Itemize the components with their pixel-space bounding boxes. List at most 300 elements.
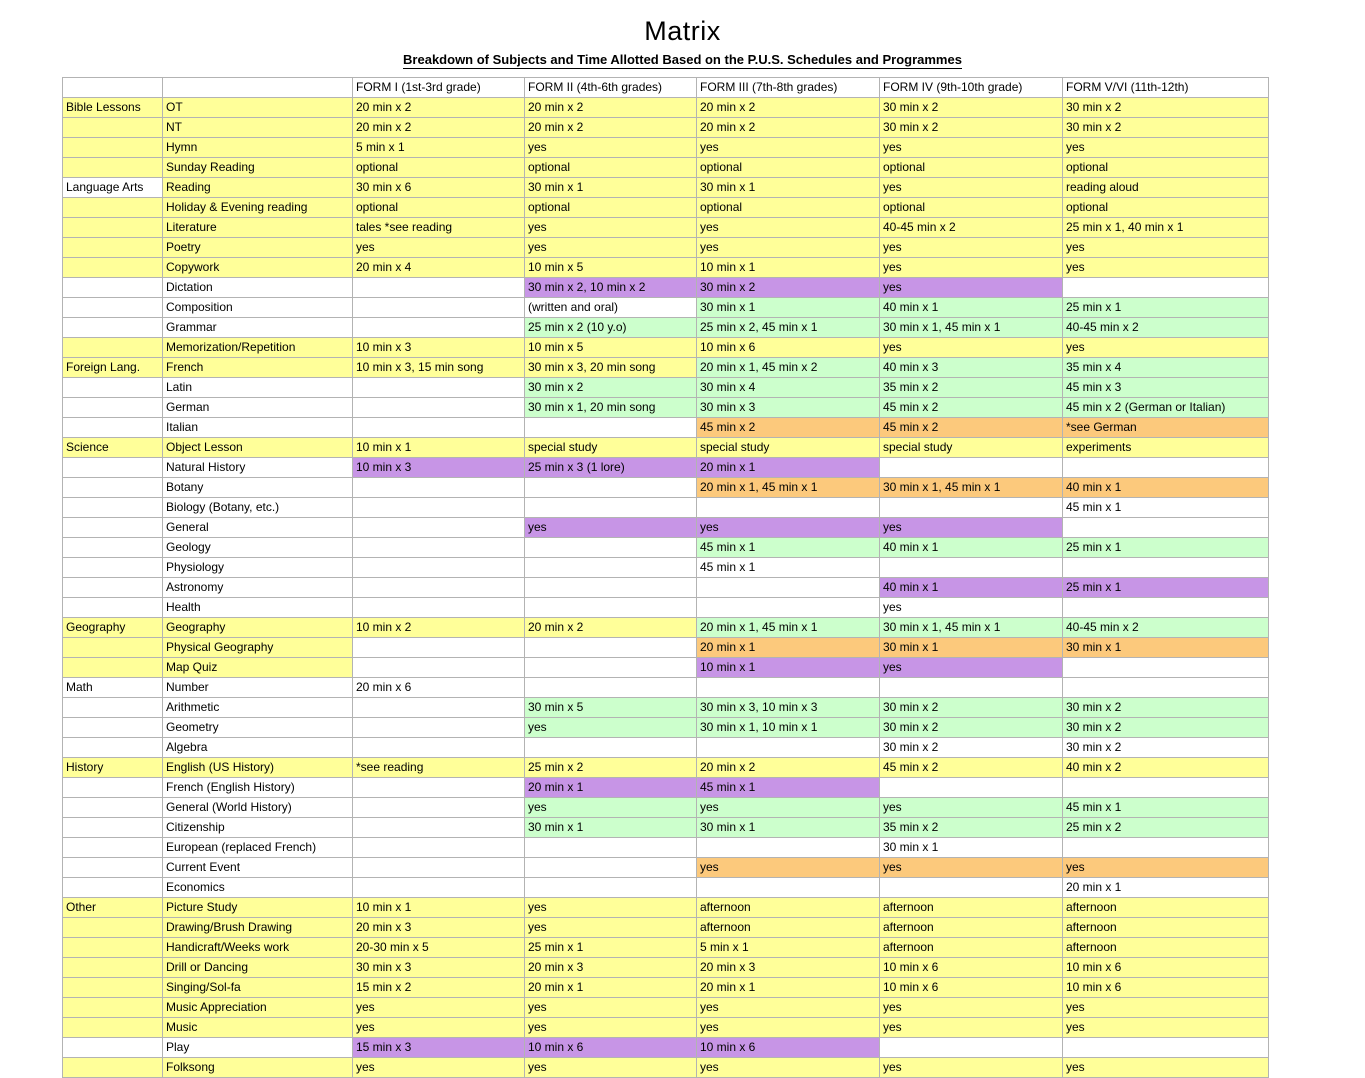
value-cell-form1 bbox=[353, 278, 525, 298]
value-cell-form4: 10 min x 6 bbox=[880, 958, 1063, 978]
table-row bbox=[63, 558, 1269, 578]
value-cell-form4: 30 min x 1 bbox=[880, 838, 1063, 858]
value-cell-form3: optional bbox=[697, 198, 880, 218]
subject-cell: Physical Geography bbox=[163, 638, 353, 658]
table-row bbox=[63, 758, 1269, 778]
value-cell-form3: 25 min x 2, 45 min x 1 bbox=[697, 318, 880, 338]
subject-cell: Astronomy bbox=[163, 578, 353, 598]
category-cell bbox=[63, 718, 163, 738]
value-cell-form1: 10 min x 1 bbox=[353, 438, 525, 458]
value-cell-form5: 30 min x 2 bbox=[1063, 738, 1269, 758]
category-cell bbox=[63, 838, 163, 858]
category-cell bbox=[63, 798, 163, 818]
header-row bbox=[63, 78, 1269, 98]
category-cell: Bible Lessons bbox=[63, 98, 163, 118]
value-cell-form1 bbox=[353, 518, 525, 538]
value-cell-form1: 5 min x 1 bbox=[353, 138, 525, 158]
category-cell bbox=[63, 418, 163, 438]
value-cell-form3: 20 min x 1, 45 min x 1 bbox=[697, 478, 880, 498]
subject-cell: Memorization/Repetition bbox=[163, 338, 353, 358]
category-cell: Science bbox=[63, 438, 163, 458]
category-cell bbox=[63, 378, 163, 398]
value-cell-form5 bbox=[1063, 558, 1269, 578]
value-cell-form2: 10 min x 5 bbox=[525, 258, 697, 278]
page-title: Matrix bbox=[644, 16, 721, 46]
value-cell-form4: 45 min x 2 bbox=[880, 398, 1063, 418]
value-cell-form5 bbox=[1063, 678, 1269, 698]
category-cell bbox=[63, 298, 163, 318]
subject-cell: Object Lesson bbox=[163, 438, 353, 458]
value-cell-form2 bbox=[525, 738, 697, 758]
value-cell-form3 bbox=[697, 498, 880, 518]
value-cell-form1 bbox=[353, 598, 525, 618]
category-cell bbox=[63, 1038, 163, 1058]
table-row bbox=[63, 978, 1269, 998]
matrix-table bbox=[62, 77, 1269, 1078]
value-cell-form3: 20 min x 1 bbox=[697, 638, 880, 658]
value-cell-form4 bbox=[880, 878, 1063, 898]
value-cell-form5: 25 min x 1 bbox=[1063, 538, 1269, 558]
value-cell-form1: 20-30 min x 5 bbox=[353, 938, 525, 958]
subject-cell: Picture Study bbox=[163, 898, 353, 918]
value-cell-form3: 45 min x 1 bbox=[697, 778, 880, 798]
value-cell-form1: 15 min x 2 bbox=[353, 978, 525, 998]
subject-cell: French bbox=[163, 358, 353, 378]
value-cell-form4: yes bbox=[880, 998, 1063, 1018]
value-cell-form2: 25 min x 2 (10 y.o) bbox=[525, 318, 697, 338]
category-cell bbox=[63, 1058, 163, 1078]
category-cell bbox=[63, 978, 163, 998]
value-cell-form3 bbox=[697, 578, 880, 598]
value-cell-form5: experiments bbox=[1063, 438, 1269, 458]
table-row bbox=[63, 698, 1269, 718]
subject-cell: Play bbox=[163, 1038, 353, 1058]
table-row bbox=[63, 178, 1269, 198]
value-cell-form3: yes bbox=[697, 858, 880, 878]
table-row bbox=[63, 818, 1269, 838]
value-cell-form2 bbox=[525, 538, 697, 558]
category-cell bbox=[63, 518, 163, 538]
value-cell-form2: optional bbox=[525, 198, 697, 218]
value-cell-form5: yes bbox=[1063, 338, 1269, 358]
category-cell bbox=[63, 638, 163, 658]
subject-cell: Health bbox=[163, 598, 353, 618]
value-cell-form3: 20 min x 1, 45 min x 1 bbox=[697, 618, 880, 638]
value-cell-form1: 15 min x 3 bbox=[353, 1038, 525, 1058]
value-cell-form5: yes bbox=[1063, 238, 1269, 258]
subject-cell: French (English History) bbox=[163, 778, 353, 798]
value-cell-form5 bbox=[1063, 778, 1269, 798]
value-cell-form5: 25 min x 2 bbox=[1063, 818, 1269, 838]
subject-cell: Hymn bbox=[163, 138, 353, 158]
subject-cell: Botany bbox=[163, 478, 353, 498]
subject-cell: Singing/Sol-fa bbox=[163, 978, 353, 998]
value-cell-form5: 40 min x 2 bbox=[1063, 758, 1269, 778]
category-cell bbox=[63, 318, 163, 338]
value-cell-form3 bbox=[697, 838, 880, 858]
subject-cell: Folksong bbox=[163, 1058, 353, 1078]
value-cell-form5: 30 min x 2 bbox=[1063, 98, 1269, 118]
value-cell-form4: 30 min x 2 bbox=[880, 98, 1063, 118]
value-cell-form4: yes bbox=[880, 798, 1063, 818]
subject-cell: Arithmetic bbox=[163, 698, 353, 718]
value-cell-form1 bbox=[353, 738, 525, 758]
subject-cell: General (World History) bbox=[163, 798, 353, 818]
value-cell-form3: yes bbox=[697, 218, 880, 238]
value-cell-form1: optional bbox=[353, 158, 525, 178]
table-row bbox=[63, 658, 1269, 678]
value-cell-form1: tales *see reading bbox=[353, 218, 525, 238]
value-cell-form4: 35 min x 2 bbox=[880, 378, 1063, 398]
value-cell-form4: 40 min x 1 bbox=[880, 578, 1063, 598]
category-cell: Math bbox=[63, 678, 163, 698]
category-cell: Geography bbox=[63, 618, 163, 638]
value-cell-form5: 30 min x 2 bbox=[1063, 118, 1269, 138]
value-cell-form5: afternoon bbox=[1063, 918, 1269, 938]
value-cell-form1 bbox=[353, 718, 525, 738]
value-cell-form2: yes bbox=[525, 218, 697, 238]
category-cell: Other bbox=[63, 898, 163, 918]
value-cell-form3: 30 min x 1 bbox=[697, 178, 880, 198]
value-cell-form5: 10 min x 6 bbox=[1063, 958, 1269, 978]
table-row bbox=[63, 618, 1269, 638]
value-cell-form2 bbox=[525, 838, 697, 858]
value-cell-form4: 30 min x 1, 45 min x 1 bbox=[880, 618, 1063, 638]
value-cell-form2: 30 min x 3, 20 min song bbox=[525, 358, 697, 378]
value-cell-form2: yes bbox=[525, 1018, 697, 1038]
category-cell: Language Arts bbox=[63, 178, 163, 198]
subject-cell: Music bbox=[163, 1018, 353, 1038]
value-cell-form1: *see reading bbox=[353, 758, 525, 778]
value-cell-form3 bbox=[697, 678, 880, 698]
table-row bbox=[63, 798, 1269, 818]
table-row bbox=[63, 598, 1269, 618]
value-cell-form1 bbox=[353, 558, 525, 578]
value-cell-form2: 25 min x 3 (1 lore) bbox=[525, 458, 697, 478]
value-cell-form2: yes bbox=[525, 518, 697, 538]
table-row bbox=[63, 398, 1269, 418]
value-cell-form2: 30 min x 1 bbox=[525, 818, 697, 838]
value-cell-form3: 20 min x 2 bbox=[697, 118, 880, 138]
value-cell-form2: 30 min x 2, 10 min x 2 bbox=[525, 278, 697, 298]
value-cell-form3: 30 min x 1, 10 min x 1 bbox=[697, 718, 880, 738]
value-cell-form2: 20 min x 2 bbox=[525, 118, 697, 138]
category-cell bbox=[63, 918, 163, 938]
value-cell-form4: 40 min x 1 bbox=[880, 298, 1063, 318]
category-cell bbox=[63, 598, 163, 618]
value-cell-form3: 20 min x 2 bbox=[697, 98, 880, 118]
category-cell bbox=[63, 658, 163, 678]
value-cell-form4: yes bbox=[880, 658, 1063, 678]
value-cell-form3: optional bbox=[697, 158, 880, 178]
value-cell-form5: 25 min x 1 bbox=[1063, 578, 1269, 598]
value-cell-form4: 30 min x 2 bbox=[880, 118, 1063, 138]
table-row bbox=[63, 638, 1269, 658]
subject-cell: Number bbox=[163, 678, 353, 698]
value-cell-form4 bbox=[880, 458, 1063, 478]
value-cell-form1: 20 min x 4 bbox=[353, 258, 525, 278]
value-cell-form3: 45 min x 1 bbox=[697, 538, 880, 558]
subject-cell: Reading bbox=[163, 178, 353, 198]
value-cell-form4: yes bbox=[880, 598, 1063, 618]
table-row bbox=[63, 1038, 1269, 1058]
value-cell-form2: 20 min x 2 bbox=[525, 98, 697, 118]
value-cell-form2: yes bbox=[525, 138, 697, 158]
value-cell-form5: afternoon bbox=[1063, 938, 1269, 958]
value-cell-form2: 30 min x 1 bbox=[525, 178, 697, 198]
value-cell-form1: optional bbox=[353, 198, 525, 218]
table-row bbox=[63, 738, 1269, 758]
table-row bbox=[63, 898, 1269, 918]
value-cell-form5: 25 min x 1 bbox=[1063, 298, 1269, 318]
subtitle-wrap bbox=[0, 51, 1365, 69]
table-row bbox=[63, 578, 1269, 598]
table-row bbox=[63, 878, 1269, 898]
value-cell-form4: 45 min x 2 bbox=[880, 418, 1063, 438]
table-row bbox=[63, 1058, 1269, 1078]
subject-cell: English (US History) bbox=[163, 758, 353, 778]
value-cell-form5: *see German bbox=[1063, 418, 1269, 438]
value-cell-form1 bbox=[353, 798, 525, 818]
value-cell-form2: 20 min x 1 bbox=[525, 778, 697, 798]
value-cell-form1 bbox=[353, 578, 525, 598]
value-cell-form4: 40 min x 3 bbox=[880, 358, 1063, 378]
value-cell-form2: (written and oral) bbox=[525, 298, 697, 318]
value-cell-form4: yes bbox=[880, 238, 1063, 258]
category-cell: History bbox=[63, 758, 163, 778]
category-cell bbox=[63, 698, 163, 718]
subject-cell: NT bbox=[163, 118, 353, 138]
category-cell bbox=[63, 398, 163, 418]
value-cell-form2: yes bbox=[525, 998, 697, 1018]
table-row bbox=[63, 298, 1269, 318]
value-cell-form5: yes bbox=[1063, 858, 1269, 878]
category-cell bbox=[63, 538, 163, 558]
subject-cell: Grammar bbox=[163, 318, 353, 338]
column-header: FORM III (7th-8th grades) bbox=[697, 78, 880, 98]
category-cell bbox=[63, 338, 163, 358]
value-cell-form3: yes bbox=[697, 518, 880, 538]
value-cell-form5 bbox=[1063, 1038, 1269, 1058]
value-cell-form2 bbox=[525, 658, 697, 678]
value-cell-form4: 30 min x 2 bbox=[880, 738, 1063, 758]
value-cell-form1 bbox=[353, 378, 525, 398]
category-cell bbox=[63, 958, 163, 978]
category-cell bbox=[63, 238, 163, 258]
value-cell-form2: yes bbox=[525, 898, 697, 918]
value-cell-form3: 30 min x 1 bbox=[697, 818, 880, 838]
value-cell-form1: 20 min x 6 bbox=[353, 678, 525, 698]
value-cell-form4: 30 min x 1 bbox=[880, 638, 1063, 658]
value-cell-form1: 20 min x 3 bbox=[353, 918, 525, 938]
value-cell-form4: optional bbox=[880, 158, 1063, 178]
value-cell-form5 bbox=[1063, 518, 1269, 538]
value-cell-form1 bbox=[353, 818, 525, 838]
value-cell-form3: afternoon bbox=[697, 898, 880, 918]
value-cell-form1: 10 min x 3, 15 min song bbox=[353, 358, 525, 378]
value-cell-form4: yes bbox=[880, 338, 1063, 358]
table-row bbox=[63, 338, 1269, 358]
category-cell bbox=[63, 818, 163, 838]
subject-cell: Drawing/Brush Drawing bbox=[163, 918, 353, 938]
value-cell-form2: yes bbox=[525, 238, 697, 258]
value-cell-form3: yes bbox=[697, 1058, 880, 1078]
category-cell bbox=[63, 558, 163, 578]
value-cell-form2: 20 min x 2 bbox=[525, 618, 697, 638]
value-cell-form1: yes bbox=[353, 238, 525, 258]
value-cell-form2 bbox=[525, 878, 697, 898]
value-cell-form3: yes bbox=[697, 1018, 880, 1038]
value-cell-form3: 10 min x 1 bbox=[697, 258, 880, 278]
value-cell-form4: 30 min x 2 bbox=[880, 698, 1063, 718]
value-cell-form4: yes bbox=[880, 518, 1063, 538]
value-cell-form1: 30 min x 3 bbox=[353, 958, 525, 978]
value-cell-form1: 20 min x 2 bbox=[353, 118, 525, 138]
subject-cell: Composition bbox=[163, 298, 353, 318]
value-cell-form3 bbox=[697, 878, 880, 898]
value-cell-form1 bbox=[353, 858, 525, 878]
subject-cell: Physiology bbox=[163, 558, 353, 578]
table-row bbox=[63, 858, 1269, 878]
subject-cell: Dictation bbox=[163, 278, 353, 298]
table-row bbox=[63, 498, 1269, 518]
value-cell-form2: 30 min x 1, 20 min song bbox=[525, 398, 697, 418]
table-row bbox=[63, 458, 1269, 478]
value-cell-form4: yes bbox=[880, 138, 1063, 158]
subject-cell: Italian bbox=[163, 418, 353, 438]
column-header: FORM V/VI (11th-12th) bbox=[1063, 78, 1269, 98]
value-cell-form5: reading aloud bbox=[1063, 178, 1269, 198]
value-cell-form4: 40 min x 1 bbox=[880, 538, 1063, 558]
category-cell bbox=[63, 938, 163, 958]
table-row bbox=[63, 718, 1269, 738]
subject-cell: Latin bbox=[163, 378, 353, 398]
value-cell-form2: 20 min x 1 bbox=[525, 978, 697, 998]
value-cell-form1: 10 min x 3 bbox=[353, 458, 525, 478]
value-cell-form5: 40 min x 1 bbox=[1063, 478, 1269, 498]
value-cell-form5: 45 min x 3 bbox=[1063, 378, 1269, 398]
table-row bbox=[63, 158, 1269, 178]
value-cell-form1 bbox=[353, 318, 525, 338]
subject-cell: Biology (Botany, etc.) bbox=[163, 498, 353, 518]
category-cell bbox=[63, 858, 163, 878]
value-cell-form3: yes bbox=[697, 138, 880, 158]
value-cell-form3: 30 min x 3 bbox=[697, 398, 880, 418]
value-cell-form4: 30 min x 1, 45 min x 1 bbox=[880, 318, 1063, 338]
category-cell bbox=[63, 118, 163, 138]
value-cell-form1 bbox=[353, 498, 525, 518]
value-cell-form4 bbox=[880, 498, 1063, 518]
table-row bbox=[63, 438, 1269, 458]
value-cell-form2 bbox=[525, 478, 697, 498]
value-cell-form4 bbox=[880, 1038, 1063, 1058]
value-cell-form3: 30 min x 1 bbox=[697, 298, 880, 318]
value-cell-form5: yes bbox=[1063, 138, 1269, 158]
category-cell bbox=[63, 1018, 163, 1038]
subject-cell: Geometry bbox=[163, 718, 353, 738]
value-cell-form4: yes bbox=[880, 1018, 1063, 1038]
subject-cell: Sunday Reading bbox=[163, 158, 353, 178]
category-cell: Foreign Lang. bbox=[63, 358, 163, 378]
value-cell-form3: 30 min x 2 bbox=[697, 278, 880, 298]
value-cell-form2 bbox=[525, 418, 697, 438]
column-header-blank bbox=[63, 78, 163, 98]
table-row bbox=[63, 318, 1269, 338]
table-row bbox=[63, 98, 1269, 118]
value-cell-form2 bbox=[525, 638, 697, 658]
value-cell-form2 bbox=[525, 858, 697, 878]
page-subtitle: Breakdown of Subjects and Time Allotted Based on the P.U.S. Schedules and Programmes bbox=[403, 52, 962, 67]
table-body bbox=[63, 98, 1269, 1078]
subject-cell: Current Event bbox=[163, 858, 353, 878]
value-cell-form4: 45 min x 2 bbox=[880, 758, 1063, 778]
column-header: FORM IV (9th-10th grade) bbox=[880, 78, 1063, 98]
value-cell-form5: 40-45 min x 2 bbox=[1063, 318, 1269, 338]
value-cell-form3 bbox=[697, 598, 880, 618]
value-cell-form3: 20 min x 3 bbox=[697, 958, 880, 978]
value-cell-form2: 10 min x 6 bbox=[525, 1038, 697, 1058]
table-row bbox=[63, 218, 1269, 238]
category-cell bbox=[63, 218, 163, 238]
value-cell-form1: yes bbox=[353, 998, 525, 1018]
category-cell bbox=[63, 138, 163, 158]
table-row bbox=[63, 478, 1269, 498]
value-cell-form4: yes bbox=[880, 258, 1063, 278]
value-cell-form3: 30 min x 3, 10 min x 3 bbox=[697, 698, 880, 718]
value-cell-form5: yes bbox=[1063, 998, 1269, 1018]
value-cell-form2: 30 min x 2 bbox=[525, 378, 697, 398]
value-cell-form5: afternoon bbox=[1063, 898, 1269, 918]
subject-cell: Copywork bbox=[163, 258, 353, 278]
value-cell-form5 bbox=[1063, 278, 1269, 298]
category-cell bbox=[63, 258, 163, 278]
value-cell-form4: yes bbox=[880, 278, 1063, 298]
value-cell-form2 bbox=[525, 498, 697, 518]
category-cell bbox=[63, 778, 163, 798]
subject-cell: Music Appreciation bbox=[163, 998, 353, 1018]
subject-cell: Handicraft/Weeks work bbox=[163, 938, 353, 958]
value-cell-form5: 45 min x 1 bbox=[1063, 798, 1269, 818]
table-row bbox=[63, 678, 1269, 698]
subject-cell: Map Quiz bbox=[163, 658, 353, 678]
column-header: FORM II (4th-6th grades) bbox=[525, 78, 697, 98]
value-cell-form4 bbox=[880, 558, 1063, 578]
category-cell bbox=[63, 198, 163, 218]
table-row bbox=[63, 538, 1269, 558]
table-row bbox=[63, 258, 1269, 278]
value-cell-form2 bbox=[525, 578, 697, 598]
subject-cell: Poetry bbox=[163, 238, 353, 258]
value-cell-form2 bbox=[525, 598, 697, 618]
category-cell bbox=[63, 278, 163, 298]
value-cell-form2: 25 min x 1 bbox=[525, 938, 697, 958]
value-cell-form5: 40-45 min x 2 bbox=[1063, 618, 1269, 638]
value-cell-form3: 10 min x 6 bbox=[697, 338, 880, 358]
value-cell-form5: 45 min x 1 bbox=[1063, 498, 1269, 518]
value-cell-form4 bbox=[880, 678, 1063, 698]
category-cell bbox=[63, 878, 163, 898]
table-row bbox=[63, 118, 1269, 138]
value-cell-form5: 30 min x 2 bbox=[1063, 698, 1269, 718]
subject-cell: Citizenship bbox=[163, 818, 353, 838]
value-cell-form4: 10 min x 6 bbox=[880, 978, 1063, 998]
table-row bbox=[63, 278, 1269, 298]
value-cell-form3: 10 min x 1 bbox=[697, 658, 880, 678]
value-cell-form1 bbox=[353, 298, 525, 318]
value-cell-form1 bbox=[353, 658, 525, 678]
subject-cell: Holiday & Evening reading bbox=[163, 198, 353, 218]
value-cell-form5: 30 min x 2 bbox=[1063, 718, 1269, 738]
